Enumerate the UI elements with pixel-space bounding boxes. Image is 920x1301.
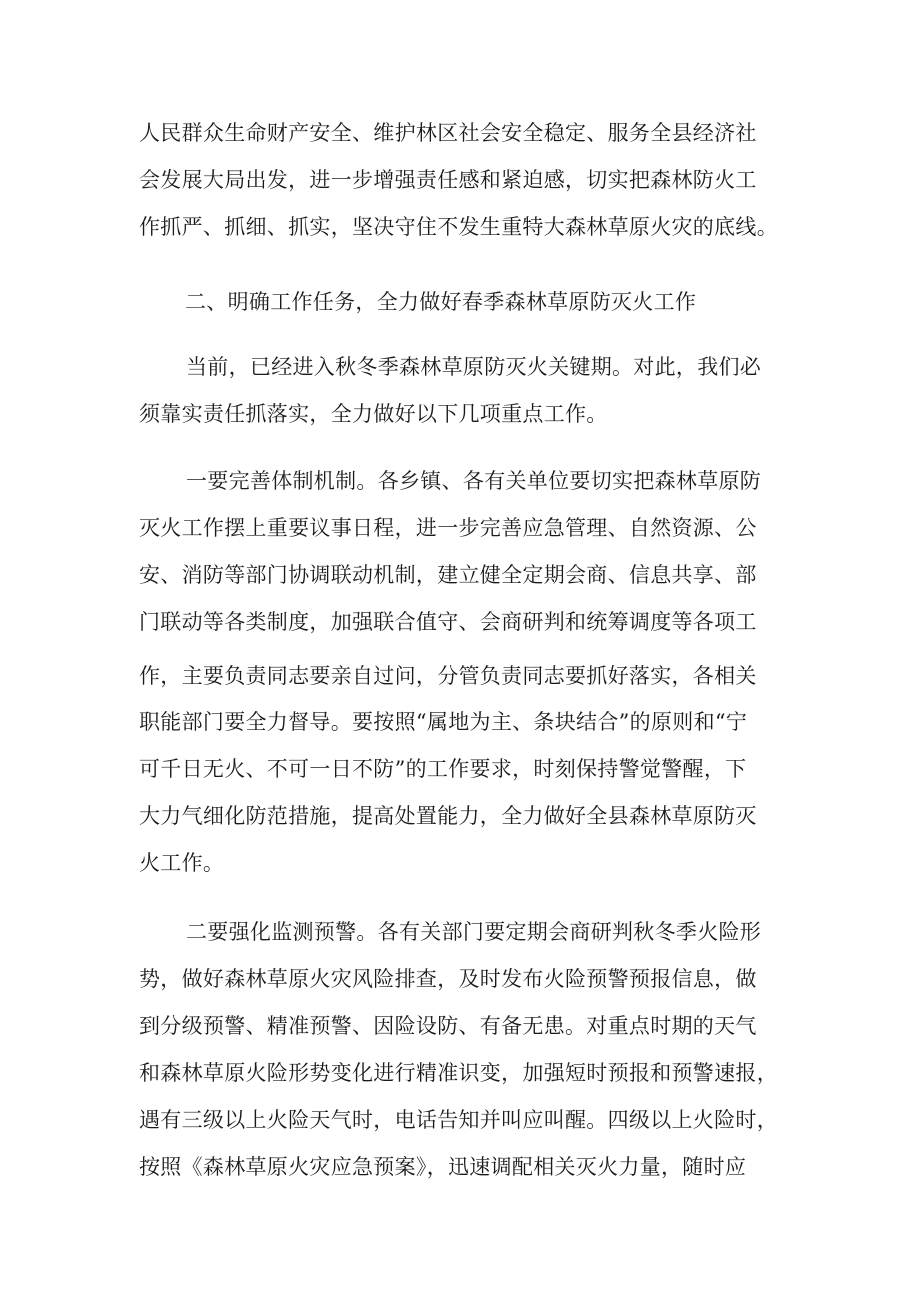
text-line: 灭火工作摆上重要议事日程，进一步完善应急管理、自然资源、公 (139, 516, 757, 540)
text-line: 职能部门要全力督导。要按照“属地为主、条块结合”的原则和“宁 (139, 710, 748, 734)
text-line: 作抓严、抓细、抓实，坚决守住不发生重特大森林草原火灾的底线。 (139, 215, 778, 239)
text-line: 和森林草原火险形势变化进行精准识变，加强短时预报和预警速报， (139, 1061, 778, 1085)
text-line: 安、消防等部门协调联动机制，建立健全定期会商、信息共享、部 (139, 563, 757, 587)
text-line: 人民群众生命财产安全、维护林区社会安全稳定、服务全县经济社 (139, 121, 757, 145)
text-line: 门联动等各类制度，加强联合值守、会商研判和统筹调度等各项工 (139, 610, 757, 634)
text-line: 须靠实责任抓落实，全力做好以下几项重点工作。 (139, 402, 608, 426)
text-line: 作，主要负责同志要亲自过问，分管负责同志要抓好落实，各相关 (139, 664, 757, 688)
text-line: 可千日无火、不可一日不防”的工作要求，时刻保持警觉警醒，下 (139, 757, 747, 781)
text-line: 火工作。 (139, 851, 225, 875)
text-line: 大力气细化防范措施，提高处置能力，全力做好全县森林草原防灭 (139, 804, 757, 828)
paragraph-first-line: 一要完善体制机制。各乡镇、各有关单位要切实把森林草原防 (186, 469, 762, 493)
text-line: 到分级预警、精准预警、因险设防、有备无患。对重点时期的天气 (139, 1014, 757, 1038)
text-line: 势，做好森林草原火灾风险排查，及时发布火险预警预报信息，做 (139, 967, 757, 991)
text-line: 按照《森林草原火灾应急预案》，迅速调配相关灭火力量，随时应 (139, 1155, 747, 1179)
paragraph-first-line: 二要强化监测预警。各有关部门要定期会商研判秋冬季火险形 (186, 920, 762, 944)
text-line: 遇有三级以上火险天气时，电话告知并叫应叫醒。四级以上火险时， (139, 1108, 778, 1132)
paragraph-first-line: 当前，已经进入秋冬季森林草原防灭火关键期。对此，我们必 (186, 355, 762, 379)
text-line: 会发展大局出发，进一步增强责任感和紧迫感，切实把森林防火工 (139, 168, 757, 192)
section-heading: 二、明确工作任务，全力做好春季森林草原防灭火工作 (185, 290, 697, 314)
